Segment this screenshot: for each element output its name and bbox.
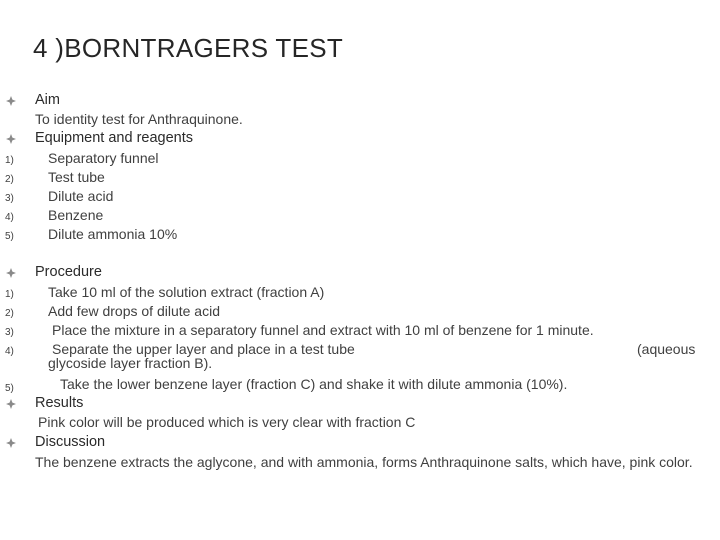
- procedure-step: Take the lower benzene layer (fraction C) and shake it with dilute ammonia (10%).: [60, 376, 568, 392]
- diamond-bullet-icon: [6, 438, 16, 448]
- procedure-step: Separate the upper layer and place in a test tube: [52, 341, 355, 357]
- equipment-item: Separatory funnel: [48, 150, 159, 166]
- procedure-step: Take 10 ml of the solution extract (fraction A): [48, 284, 325, 300]
- list-number: 4): [5, 346, 14, 357]
- equipment-item: Dilute acid: [48, 188, 114, 204]
- procedure-heading: Procedure: [35, 264, 102, 280]
- list-number: 5): [5, 383, 14, 394]
- list-number: 4): [5, 212, 14, 223]
- list-number: 2): [5, 174, 14, 185]
- results-text: Pink color will be produced which is very clear with fraction C: [38, 414, 416, 430]
- discussion-heading: Discussion: [35, 434, 106, 450]
- diamond-bullet-icon: [6, 268, 16, 278]
- equipment-item: Dilute ammonia 10%: [48, 226, 178, 242]
- list-number: 3): [5, 193, 14, 204]
- list-number: 5): [5, 231, 14, 242]
- equipment-item: Test tube: [48, 169, 105, 185]
- aim-text: To identity test for Anthraquinone.: [35, 111, 243, 127]
- aim-heading: Aim: [35, 92, 60, 108]
- procedure-step-continued: (aqueous: [637, 341, 696, 357]
- procedure-step-continued: glycoside layer fraction B).: [48, 355, 213, 371]
- diamond-bullet-icon: [6, 134, 16, 144]
- diamond-bullet-icon: [6, 96, 16, 106]
- equipment-item: Benzene: [48, 207, 104, 223]
- results-heading: Results: [35, 395, 84, 411]
- list-number: 1): [5, 289, 14, 300]
- list-number: 3): [5, 327, 14, 338]
- diamond-bullet-icon: [6, 399, 16, 409]
- equipment-heading: Equipment and reagents: [35, 130, 193, 146]
- list-number: 2): [5, 308, 14, 319]
- procedure-step: Place the mixture in a separatory funnel and extract with 10 ml of benzene for 1 minute.: [52, 322, 594, 338]
- slide-title: 4 )BORNTRAGERS TEST: [33, 33, 344, 63]
- procedure-step: Add few drops of dilute acid: [48, 303, 220, 319]
- list-number: 1): [5, 155, 14, 166]
- discussion-text: The benzene extracts the aglycone, and with ammonia, forms Anthraquinone salts, which have, pink color.: [35, 454, 693, 470]
